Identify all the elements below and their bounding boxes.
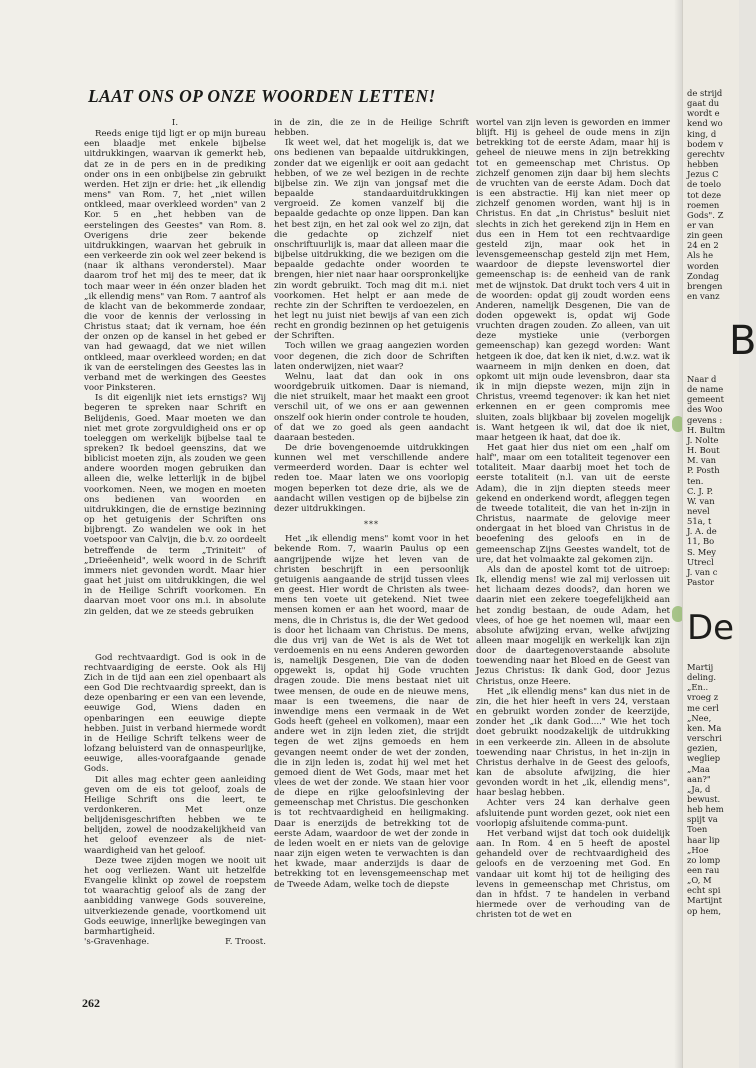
adjacent-text-line: Toen (687, 824, 708, 835)
adjacent-text-line: echt spi (687, 885, 721, 896)
adjacent-text-line: een rau (687, 865, 720, 875)
adjacent-text-line: „Ja, d (687, 783, 711, 794)
adjacent-text-line: 24 en 2 (687, 240, 719, 251)
adjacent-text-line: bodem v (687, 138, 724, 149)
paragraph: Het „ik ellendig mens" kan dus niet in de zin, die het hier heeft in vers 24, verstaan en gebruikt worden zonder de keerzijde, zonder het „ik dank God...." Wie het toch doet gebruikt noodzakelijk de uitdrukking in een verkeerde zin. Alleen in de absolute toewending naar Christus, in het in-zijn in Christus derhalve in de Geest des geloofs, kan de absolute afwijzing, die hier gevonden wordt in het „ik, ellendig mens", haar beslag hebben. (476, 686, 670, 799)
adjacent-text-line: des Woo (687, 404, 723, 415)
paragraph: Reeds enige tijd ligt er op mijn bureau een blaadje met enkele bijbelse uitdrukkingen, waarvan ik gemerkt heb, dat ze in de pers en in de prediking onder ons in een onbijbelse zin gebruikt werden. Het zijn er drie: het „ik ellendig mens" van Rom. 7, het „niet willen ontkleed, maar overkleed worden" van 2 Kor. 5 en „het hebben van de eerstelingen des Geestes" van Rom. 8. Overigens drie zeer bekende uitdrukkingen, waarvan het gebruik in een verkeerde zin ook wel zeer bekend is (naar ik althans veronderstel). Maar daarom trof het mij des te meer, dat ik toch maar weer in één onzer bladen het „ik ellendig mens" van Rom. 7 aantrof als de klacht van de bekommerde zondaar, die voor de kennis der verlossing in Christus staat; dat ik vernam, hoe één der onzen op de kansel in het gebed er van had gewaagd, dat we niet willen ontkleed, maar overkleed worden; en dat ik van de eerstelingen des Geestes las in verband met de werkingen des Geestes voor Pinksteren. (84, 129, 266, 394)
text-column-3 (476, 118, 670, 1018)
adjacent-text-line: nevel (687, 505, 710, 516)
adjacent-text-line: vroeg z (687, 692, 719, 703)
adjacent-text-line: zo lomp (687, 854, 721, 865)
adjacent-heading-initial: B (729, 318, 756, 364)
paragraph: Het verband wijst dat toch ook duidelijk aan. In Rom. 4 en 5 heeft de apostel gehandeld over de rechtvaardigheid des geloofs en de verzoening met God. En vandaar uit komt hij tot de heiliging des levens in gemeenschap met Christus, om dan in hfdst. 7 te handelen in verband hiermede over de verhouding van de christen tot de wet en (476, 828, 670, 921)
section-divider-stars: *** (364, 520, 379, 530)
adjacent-text-line: verschri (687, 733, 722, 744)
adjacent-text-line: en vanz (687, 291, 720, 301)
adjacent-text-line: „Maa (687, 763, 710, 774)
adjacent-text-line: Zondag (687, 270, 719, 281)
adjacent-text-line: haar lip (687, 834, 720, 845)
adjacent-text-line: tot deze (687, 189, 722, 200)
paragraph: Ik weet wel, dat het mogelijk is, dat we ons bedienen van bepaalde uitdrukkingen, zonder dat we eigenlijk er ooit aan gedacht hebben, of we ze wel bezigen in de rechte bijbelse zin. We zijn van jongsaf met die bepaalde standaarduitdrukkingen vergroeid. Ze komen vanzelf bij die bepaalde gedachte op onze lippen. Dan kan het best zijn, en het zal ook wel zo zijn, dat die gedachte op zichzelf niet onschriftuurlijk is, maar dat alleen maar die bijbelse uitdrukking, die we bezigen om die bepaalde gedachte onder woorden te brengen, hier niet naar haar oorspronkelijke zin wordt gebruikt. Toch mag dit m.i. niet voorkomen. Het helpt er aan mede de rechte zin der Schriften te verdoezelen, en het legt nu juist niet bewijs af van een zich recht en grondig bezinnen op het getuigenis der Schriften. (274, 138, 469, 342)
adjacent-text-line: de toelo (687, 179, 722, 190)
adjacent-text-line: op hem, (687, 905, 722, 916)
adjacent-text-line: Naar d (687, 374, 717, 384)
adjacent-text-line: ten. (687, 475, 704, 486)
adjacent-text-line: gezien, (687, 743, 718, 754)
adjacent-text-line: de strijd (687, 88, 723, 98)
adjacent-text-line: deling. (687, 672, 717, 683)
adjacent-text-line: kend wo (687, 118, 723, 129)
column-gap (84, 617, 266, 653)
adjacent-text-line: wegliep (687, 753, 721, 764)
adjacent-text-line: Utrecl (687, 556, 714, 567)
paragraph: Als dan de apostel komt tot de uitroep: Ik, ellendig mens! wie zal mij verlossen uit het lichaam dezes doods?, dan horen we daarin niet een zekere toegefelijkheid aan het zondig bestaan, de oude Adam, het vlees, of hoe ge het noemen wil, maar een absolute afwijzing ervan, welke afwijzing alleen maar mogelijk en werkelijk kan zijn door de daartegenoverstaande absolute toewending naar het Bloed en de Geest van Jezus Christus: Ik dank God, door Jezus Christus, onze Heere. (476, 564, 670, 687)
adjacent-text-line: Als he (687, 250, 714, 261)
adjacent-text-line: P. Posth (687, 465, 720, 476)
adjacent-text-line: spijt va (687, 814, 718, 825)
paragraph: Is dit eigenlijk niet iets ernstigs? Wij begeren te spreken naar Schrift en Belijdenis, Goed. Maar moeten we dan niet met grote zorgvuldigheid ons er op toeleggen om werkelijk bijbelse taal te spreken? Ik bedoel geenszins, dat we biblicist moeten zijn, als zouden we geen andere woorden mogen gebruiken dan alleen die, welke letterlijk in de bijbel voorkomen. Neen, we mogen en moeten ons bedienen van woorden en uitdrukkingen, die de ernstige bezinning op het getuigenis der Schriften ons bijbrengt. Zo wandelen we ook in het voetspoor van Calvijn, die b.v. zo oordeelt betreffende de term „Triniteit" of „Drieëenheid", welk woord in de Schrift immers niet gevonden wordt. Maar hier gaat het juist om uitdrukkingen, die wel in de Heilige Schrift voorkomen. En daarvan moet voor ons m.i. in absolute zin gelden, dat we ze steeds gebruiken (84, 393, 266, 617)
adjacent-text-line: wordt e (687, 108, 720, 119)
adjacent-text-line: Jezus C (687, 169, 719, 180)
adjacent-text-line: me cerl (687, 702, 719, 713)
adjacent-text-line: roemen (687, 199, 720, 210)
adjacent-text-line: M. van (687, 455, 717, 466)
adjacent-text-line: gevens : (687, 414, 723, 425)
paragraph: in de zin, die ze in de Heilige Schrift hebben. (274, 118, 469, 139)
paragraph: Het gaat hier dus niet om een „half om half", maar om een totaliteit tegenover een totaliteit. Maar daarbij moet het toch de eerste totaliteit (n.l. van uit de eerste Adam), die in zijn diepten steeds meer gekend en onderkend wordt, afleggen tegen de tweede totaliteit, die van het in-zijn in Christus, naarmate de gelovige meer ondergaat in het bloed van Christus in de beoefening des geloofs en in de gemeenschap Zijns Geestes wandelt, tot de ure, dat het volmaakte zal gekomen zijn. (476, 443, 670, 565)
adjacent-text-line: gaat du (687, 98, 720, 109)
signature-line (84, 937, 266, 947)
adjacent-text-line: de name (687, 384, 724, 395)
adjacent-text-line: Martijnt (687, 895, 722, 906)
adjacent-text-line: hebben (687, 159, 719, 170)
adjacent-page-cropped (682, 0, 756, 1068)
paragraph: wortel van zijn leven is geworden en immer blijft. Hij is geheel de oude mens in zijn betrekking tot de eerste Adam, maar hij is geheel de nieuwe mens in zijn betrekking tot en gemeenschap met Christus. Op zichzelf genomen zijn daar bij hem slechts de vruchten van de eerste Adam. Doch dat is een abstractie. Hij kan niet meer op zichzelf genomen worden, want hij is in Christus. En dat „in Christus" besluit niet slechts in zich het gerekend zijn in Hem en dus een in Hem tot een rechtvaardige gesteld zijn, maar ook het in levensgemeenschap gesteld zijn met Hem, waardoor de diepste levenswortel dier gemeenschap is: de eenheid van de rank met de wijnstok. Dat drukt toch vers 4 uit in de woorden: opdat gij zoudt worden eens Anderen, namelijk Desgenen, Die van de doden opgewekt is, opdat wij Gode vruchten dragen zouden. Zo alleen, van uit deze mystieke unie (verborgen gemeenschap) kan gezegd worden: Want hetgeen ik doe, dat ken ik niet, d.w.z. wat ik waarneem in mijn denken en doen, dat opkomt uit mijn oude levensbron, daar sta ik in mijn diepste wezen, mijn zijn in Christus, vreemd tegenover: ik kan het niet erkennen en er geen compromis mee sluiten, zoals blijkbaar bij zovelen mogelijk is. Want hetgeen ik wil, dat doe ik niet, maar hetgeen ik haat, dat doe ik. (476, 118, 670, 443)
section-number: I. (171, 118, 179, 128)
adjacent-text-line: „Hoe (687, 844, 709, 855)
text-column-2 (274, 118, 469, 1018)
adjacent-text-line: Pastor (687, 577, 714, 587)
text-column-1 (84, 118, 266, 990)
paragraph: Deze twee zijden mogen we nooit uit het oog verliezen. Want uit hetzelfde Evangelie klinkt op zowel de roepstem tot waarachtig geloof als de zang der aanbidding vanwege Gods souvereine, uitverkiezende genade, voortkomend uit Gods eeuwige, innerlijke bewegingen van barmhartigheid. (84, 855, 266, 937)
adjacent-heading-initial: De (687, 608, 735, 648)
adjacent-text-line: „En.. (687, 682, 709, 693)
adjacent-text-line: bewust. (687, 793, 721, 804)
paragraph: Achter vers 24 kan derhalve geen afsluitende punt worden gezet, ook niet een voorlopig afsluitende comma-punt. (476, 798, 670, 829)
adjacent-text-line: brengen (687, 280, 723, 291)
adjacent-text-line: Martij (687, 662, 714, 672)
adjacent-text-line: gerechtv (687, 148, 725, 159)
adjacent-text-line: H. Bultm (687, 424, 726, 435)
adjacent-text-line: heb hem (687, 804, 724, 815)
adjacent-text-line: J. Nolte (687, 434, 719, 445)
adjacent-text-line: ken. Ma (687, 722, 722, 733)
place-name: 's-Gravenhage. (84, 937, 150, 948)
adjacent-text-line: gemeent (687, 394, 724, 405)
adjacent-text-line: „Nee, (687, 712, 712, 723)
adjacent-text-line: Gods". Z (687, 209, 724, 220)
adjacent-text-line: „O, M (687, 875, 712, 886)
paragraph: Het „ik ellendig mens" komt voor in het bekende Rom. 7, waarin Paulus op een aangrijpende wijze het leven van de christen beschrijft in een persoonlijk getuigenis aangaande de strijd tussen vlees en geest. Hier wordt de Christen als twee-mens ten voete uit getekend. Niet twee mensen komen er aan het woord, maar de mens, die in Christus is, die der Wet gedood is door het lichaam van Christus. De mens, die dus vrij van de Wet is als de Wet tot verdoemenis en nu eens Anderen geworden is, namelijk Desgenen, Die van de doden opgewekt is, opdat hij Gode vruchten dragen zoude. Die mens bestaat niet uit twee mensen, de oude en de nieuwe mens, maar is een tweemens, die naar de inwendige mens een vermaak in de Wet Gods heeft (geheel en volkomen), maar een andere wet in zijn leden ziet, die strijdt tegen de wet zijns gemoeds en hem gevangen neemt onder de wet der zonden, die in zijn leden is, zodat hij wel met het gemoed dient de Wet Gods, maar met het vlees de wet der zonde. We staan hier voor de diepe en rijke geloofsinleving der gemeenschap met Christus. Die geschonken is tot rechtvaardigheid en heiligmaking. Daar is enerzijds de betrekking tot de eerste Adam, waardoor de wet der zonde in de leden woelt en er niets van de gelovige naar zijn eigen weten te verwachten is dan het kwade, maar anderzijds is daar de betrekking tot en levensgemeenschap met de Tweede Adam, welke toch de diepste (274, 534, 469, 890)
adjacent-text-line: king, d (687, 128, 717, 139)
adjacent-text-line: S. Mey (687, 546, 717, 557)
adjacent-text-line: W. van (687, 495, 715, 506)
author-name: F. Troost. (225, 937, 266, 948)
paragraph: Toch willen we graag aangezien worden voor degenen, die zich door de Schriften laten onderwijzen, niet waar? (274, 341, 469, 372)
adjacent-text-line: worden (687, 260, 719, 271)
adjacent-text-line: 51a, t (687, 516, 712, 527)
paragraph: God rechtvaardigt. God is ook in de rechtvaardiging de eerste. Ook als Hij Zich in de tijd aan een ziel openbaart als een God Die rechtvaardig spreekt, dan is deze openbaring er een van een levende, eeuwige God, Wiens daden en openbaringen een eeuwige diepte hebben. Juist in verband hiermede wordt in de Heilige Schrift telkens weer de lofzang beluisterd van de onnaspeurlijke, eeuwige, alles-voorafgaande genade Gods. (84, 652, 266, 775)
adjacent-text-line: 11, Bo (687, 536, 715, 547)
adjacent-text-line: J. van c (687, 566, 718, 577)
adjacent-text-line: C. J. P. (687, 485, 714, 496)
article-title: LAAT ONS OP ONZE WOORDEN LETTEN! (88, 86, 436, 106)
adjacent-text-line: aan?" (687, 773, 711, 784)
paragraph: De drie bovengenoemde uitdrukkingen kunnen wel met verschillende andere vermeerderd worden. Daar is echter wel reden toe. Maar laten we ons voorlopig mogen beperken tot deze drie, als we de aandacht willen vestigen op de bijbelse zin dezer uitdrukkingen. (274, 443, 469, 514)
adjacent-text-line: er van (687, 219, 714, 230)
paragraph: Welnu, laat dat dan ook in ons woordgebruik uitkomen. Daar is niemand, die niet struikelt, maar het maakt een groot verschil uit, of we ons er aan gewennen onszelf ook hierin onder controle te houden, of dat we zo goed als geen aandacht daaraan besteden. (274, 371, 469, 443)
page-number: 262 (82, 996, 100, 1010)
paragraph: Dit alles mag echter geen aanleiding geven om de eis tot geloof, zoals de Heilige Schrift ons die leert, te verdonkeren. Met onze belijdenisgeschriften hebben we te belijden, zowel de noodzakelijkheid van het geloof evenzeer als de niet-waardigheid van het geloof. (84, 774, 266, 856)
adjacent-text-line: H. Bout (687, 445, 720, 456)
adjacent-text-line: J. A. de (687, 526, 717, 537)
adjacent-text-line: zin geen (687, 230, 723, 241)
